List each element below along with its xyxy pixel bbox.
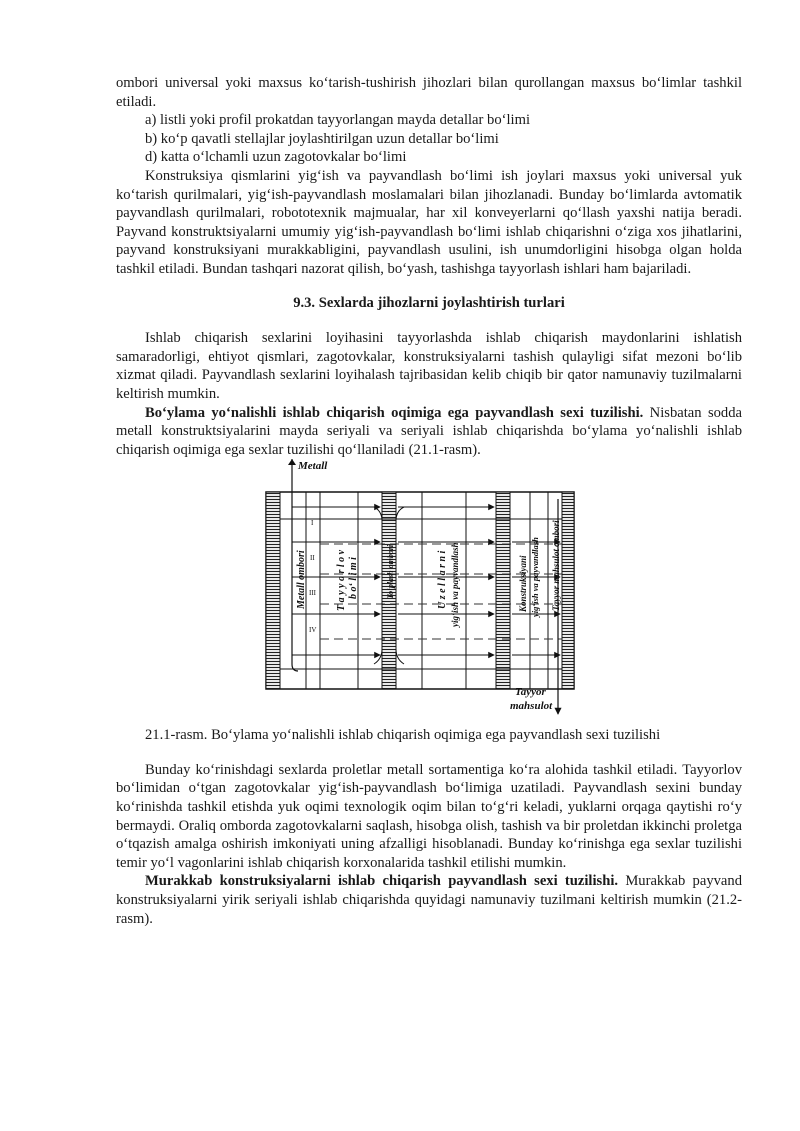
document-page bbox=[116, 74, 742, 928]
workshop-layout-diagram bbox=[262, 459, 596, 716]
section-tayyorlov: T a y y o r l o v bbox=[336, 550, 347, 612]
bold-lead-complex: Murakkab konstruksiyalarni ishlab chiqarish payvandlash sexi tuzilishi. bbox=[145, 873, 619, 890]
label-metall: Metall bbox=[298, 460, 328, 473]
paragraph-longitudinal bbox=[116, 404, 742, 460]
wall-left bbox=[266, 492, 280, 689]
row-numeral: I bbox=[311, 519, 314, 528]
paragraph-intro: ombori universal yoki maxsus ko‘tarish-tushirish jihozlari bilan qurollangan maxsus bo‘limlar tashkil etiladi. bbox=[116, 75, 742, 110]
section-konstruksiyani: Konstruksiyani bbox=[518, 555, 528, 613]
label-tayyor: Tayyor bbox=[515, 686, 546, 699]
section-konstruksiya-payvandlash: yig‘ish va payvandlash bbox=[530, 537, 540, 618]
row-numeral: III bbox=[309, 589, 316, 598]
paragraph-longitudinal-body: Nisbatan sodda metall konstruktsiyalarini mayda seriyali va seriyali ishlab chiqarishda bo‘ylama yo‘nalishli ishlab chiqarish oqimiga ega sexlar tuzilishi qo‘llaniladi (21.1-rasm). bbox=[116, 404, 742, 458]
label-mahsulot: mahsulot bbox=[510, 700, 553, 713]
section-tayyor-mahsulot-ombori: Tayyor mahsulot ombori bbox=[551, 520, 561, 612]
list-item-b: b) ko‘p qavatli stellajlar joylashtirilgan uzun detallar bo‘limi bbox=[145, 130, 499, 147]
section-toplash-ombori: To‘plash ombori bbox=[386, 545, 395, 600]
list-item-d: d) katta o‘lchamli uzun zagotovkalar bo‘limi bbox=[145, 149, 407, 166]
bold-lead-longitudinal: Bo‘ylama yo‘nalishli ishlab chiqarish oqimiga ega payvandlash sexi tuzilishi. bbox=[145, 404, 644, 421]
section-heading: 9.3. Sexlarda jihozlarni joylashtirish turlari bbox=[293, 294, 565, 311]
row-numeral: II bbox=[310, 554, 315, 563]
paragraph-flow: Bunday ko‘rinishdagi sexlarda proletlar metall sortamentiga ko‘ra alohida tashkil etiladi. Tayyorlov bo‘limidan o‘tgan zagotovkalar yig‘ish-payvandlash bo‘limiga uzatiladi. Payvandlash sexini bunday ko‘rinishda tashkil etishda yuk oqimi texnologik oqim bilan to‘g‘ri keladi, yuklarni orqaga qaytishi ro‘y bermaydi. Oraliq omborda zagotovkalarni saqlash, hisobga olish, tashish va bir proletdan ikkinchi proletga o‘tqazish amalga oshirish imkoniyati uning afzalligi hisoblanadi. Bunday ko‘rinishga ega sexlar tuzilishi temir yo‘l vagonlarini ishlab chiqarish korxonalarida tashkil etilishi mumkin. bbox=[116, 761, 742, 871]
list-item-a: a) listli yoki profil prokatdan tayyorlangan mayda detallar bo‘limi bbox=[145, 112, 531, 129]
paragraph-design: Ishlab chiqarish sexlarini loyihasini tayyorlashda ishlab chiqarish maydonlarini ishlatish samaradorligi, ehtiyot qismlari, zagotovkalar, konstruksiyalarni tashish qulayligi sifat mezoni bo‘lib xizmat qiladi. Payvandlash sexlarini loyihalash tajribasidan kelib chiqib bir qator namunaviy tuzilmalarni keltirish mumkin. bbox=[116, 330, 742, 402]
section-uzel-payvandlash: yig‘ish va payvandlash bbox=[450, 542, 460, 628]
wall-right bbox=[562, 492, 574, 689]
paragraph-assembly: Konstruksiya qismlarini yig‘ish va payvandlash bo‘limi ish joylari maxsus yoki universal yuk ko‘tarish qurilmalari, yig‘ish-payvandlash moslamalari bilan jihozlanadi. Bunday bo‘limlarda avtomatik payvandlash qurilmalari, robototexnik majmualar, har xil konveyerlarni qo‘llash yaxshi natija beradi. Payvand konstruktsiyalarni umumiy yig‘ish-payvandlash bo‘limi ishlab chiqarishni o‘ziga xos jihatlarini, payvand konstruksiyani murakkabligini, payvandlash usulini, ish unumdorligini hisobga olgan holda tashkil etiladi. Bundan tashqari nazorat qilish, bo‘yash, tashishga tayyorlash ishlari ham bajariladi. bbox=[116, 167, 742, 277]
section-bolimi: b o‘ l i m i bbox=[348, 557, 359, 600]
section-metall-ombori: Metall ombori bbox=[296, 550, 307, 610]
section-uzellarni: U z e l l a r n i bbox=[437, 550, 448, 610]
paragraph-complex-body: Murakkab payvand konstruksiyalarni yirik seriyali ishlab chiqarishda quyidagi namunaviy tuzilmani keltirish mumkin (21.2-rasm). bbox=[116, 873, 742, 927]
wall-2 bbox=[496, 492, 510, 689]
figure-caption: 21.1-rasm. Bo‘ylama yo‘nalishli ishlab chiqarish oqimiga ega payvandlash sexi tuzilishi bbox=[145, 727, 661, 744]
paragraph-complex bbox=[116, 872, 742, 928]
figure-21-1 bbox=[116, 459, 742, 716]
row-numeral: IV bbox=[309, 626, 317, 635]
